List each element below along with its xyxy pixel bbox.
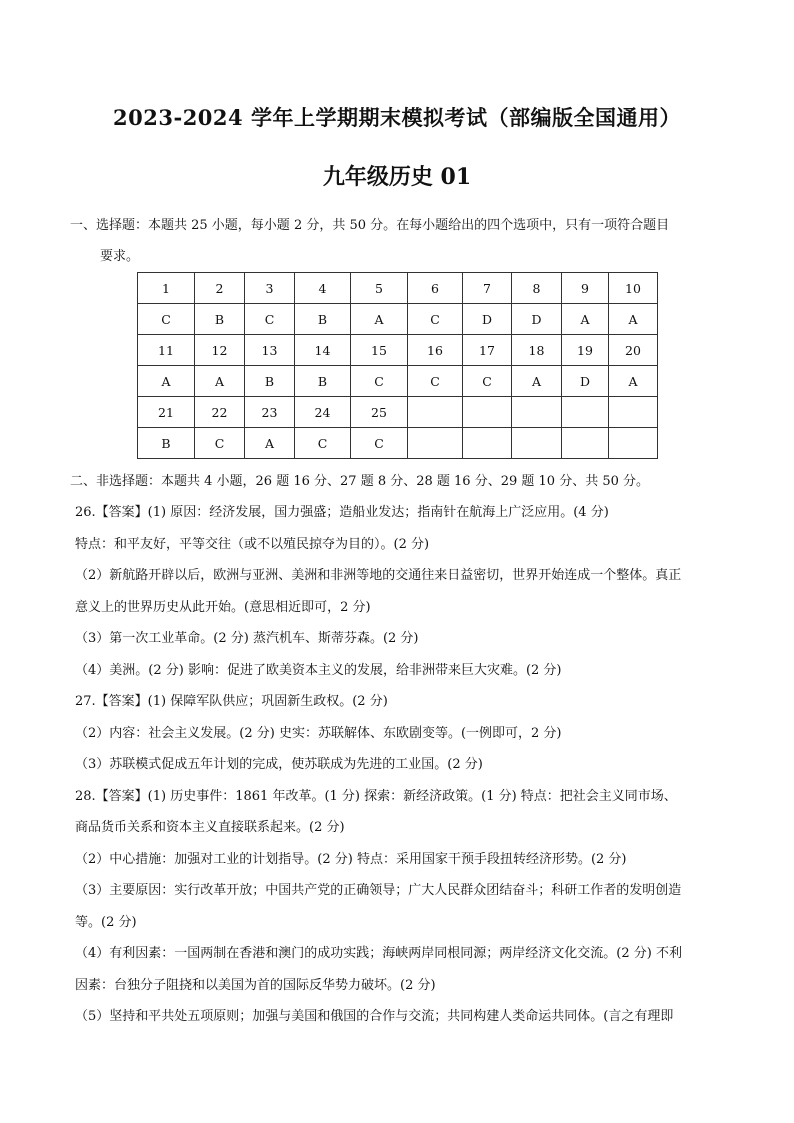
table-cell	[609, 428, 658, 459]
table-cell	[408, 428, 463, 459]
table-cell: 9	[562, 273, 609, 304]
table-cell: 16	[408, 335, 463, 366]
table-cell: 14	[295, 335, 351, 366]
section-choice-heading	[70, 210, 730, 272]
table-row	[138, 335, 658, 366]
table-cell: 1	[138, 273, 195, 304]
text-line: 商品货币关系和资本主义直接联系起来。(2 分)	[75, 820, 345, 835]
table-row	[138, 366, 658, 397]
answer-lines	[75, 497, 723, 1033]
text-line: 特点：和平友好，平等交往（或不以殖民掠夺为目的）。(2 分)	[75, 536, 430, 552]
text-line: （4）有利因素：一国两制在香港和澳门的成功实践；海峡两岸同根同源；两岸经济文化交流。(2 分) 不利	[75, 946, 682, 961]
table-cell: 5	[351, 273, 408, 304]
table-cell: 6	[408, 273, 463, 304]
table-cell: D	[562, 366, 609, 397]
table-cell: A	[138, 366, 195, 397]
table-row	[138, 397, 658, 428]
table-cell: 11	[138, 335, 195, 366]
table-cell	[512, 397, 562, 428]
table-row	[138, 273, 658, 304]
table-cell: A	[562, 304, 609, 335]
table-cell: B	[295, 304, 351, 335]
section-choice-text: 一、选择题：本题共 25 小题，每小题 2 分，共 50 分。在每小题给出的四个选项中，只有一项符合题目	[70, 218, 670, 233]
text-line: （3）主要原因：实行改革开放；中国共产党的正确领导；广大人民群众团结奋斗；科研工作者的发明创造	[75, 883, 682, 898]
table-cell: B	[195, 304, 245, 335]
table-cell: 24	[295, 397, 351, 428]
text-line: （2）内容：社会主义发展。(2 分) 史实：苏联解体、东欧剧变等。(一例即可，2 分)	[75, 725, 562, 741]
table-cell: C	[463, 366, 512, 397]
table-cell	[609, 397, 658, 428]
text-line: 意义上的世界历史从此开始。(意思相近即可，2 分)	[75, 599, 371, 615]
text-line: 等。(2 分)	[75, 914, 137, 930]
table-cell: C	[351, 428, 408, 459]
table-cell: A	[245, 428, 295, 459]
table-cell: C	[408, 304, 463, 335]
table-cell: C	[351, 366, 408, 397]
table-cell	[463, 397, 512, 428]
table-cell: B	[245, 366, 295, 397]
table-cell: D	[463, 304, 512, 335]
table-cell: 3	[245, 273, 295, 304]
table-cell: 8	[512, 273, 562, 304]
table-cell: A	[512, 366, 562, 397]
table-cell: 18	[512, 335, 562, 366]
table-cell	[512, 428, 562, 459]
table-cell: A	[609, 366, 658, 397]
text-line: 28.【答案】(1) 历史事件：1861 年改革。(1 分) 探索：新经济政策。(1 分) 特点：把社会主义同市场、	[75, 788, 677, 804]
table-cell: 21	[138, 397, 195, 428]
table-cell: B	[138, 428, 195, 459]
table-cell: 7	[463, 273, 512, 304]
text-line: 27.【答案】(1) 保障军队供应；巩固新生政权。(2 分)	[75, 694, 388, 709]
table-cell: 22	[195, 397, 245, 428]
table-cell: 10	[609, 273, 658, 304]
page-title: 2023-2024 学年上学期期末模拟考试（部编版全国通用）	[113, 105, 681, 130]
section-nonchoice-heading: 二、非选择题：本题共 4 小题，26 题 16 分、27 题 8 分、28 题 16 分、29 题 10 分、共 50 分。	[70, 474, 649, 489]
table-cell	[463, 428, 512, 459]
table-cell: 15	[351, 335, 408, 366]
table-cell: B	[295, 366, 351, 397]
table-cell: C	[138, 304, 195, 335]
table-cell: A	[195, 366, 245, 397]
table-cell: 23	[245, 397, 295, 428]
page-subtitle: 九年级历史 01	[322, 164, 472, 190]
section-choice-cont: 要求。	[100, 249, 140, 264]
text-line: 26.【答案】(1) 原因：经济发展，国力强盛；造船业发达；指南针在航海上广泛应用。(4 分)	[75, 505, 609, 520]
table-cell	[408, 397, 463, 428]
table-cell: 4	[295, 273, 351, 304]
table-row	[138, 304, 658, 335]
table-cell: 20	[609, 335, 658, 366]
table-cell: 2	[195, 273, 245, 304]
text-line: （3）苏联模式促成五年计划的完成，使苏联成为先进的工业国。(2 分)	[75, 757, 483, 772]
table-cell: 17	[463, 335, 512, 366]
table-cell: C	[195, 428, 245, 459]
table-cell: 25	[351, 397, 408, 428]
text-line: 因素：台独分子阻挠和以美国为首的国际反华势力破坏。(2 分)	[75, 977, 436, 993]
table-cell: C	[408, 366, 463, 397]
table-cell: C	[245, 304, 295, 335]
table-row	[138, 428, 658, 459]
text-line: （5）坚持和平共处五项原则；加强与美国和俄国的合作与交流；共同构建人类命运共同体。(言之有理即	[75, 1009, 674, 1024]
table-cell: A	[609, 304, 658, 335]
answer-table	[137, 272, 658, 459]
table-cell: 12	[195, 335, 245, 366]
text-line: （4）美洲。(2 分) 影响：促进了欧美资本主义的发展，给非洲带来巨大灾难。(2 分)	[75, 662, 562, 678]
text-line: （2）中心措施：加强对工业的计划指导。(2 分) 特点：采用国家干预手段扭转经济形势。(2 分)	[75, 851, 627, 867]
table-cell	[562, 397, 609, 428]
text-line: （3）第一次工业革命。(2 分) 蒸汽机车、斯蒂芬森。(2 分)	[75, 631, 419, 646]
table-cell: C	[295, 428, 351, 459]
table-cell: 19	[562, 335, 609, 366]
table-cell: 13	[245, 335, 295, 366]
table-cell: D	[512, 304, 562, 335]
table-cell	[562, 428, 609, 459]
table-cell: A	[351, 304, 408, 335]
text-line: （2）新航路开辟以后，欧洲与亚洲、美洲和非洲等地的交通往来日益密切，世界开始连成一个整体。真正	[75, 568, 682, 583]
